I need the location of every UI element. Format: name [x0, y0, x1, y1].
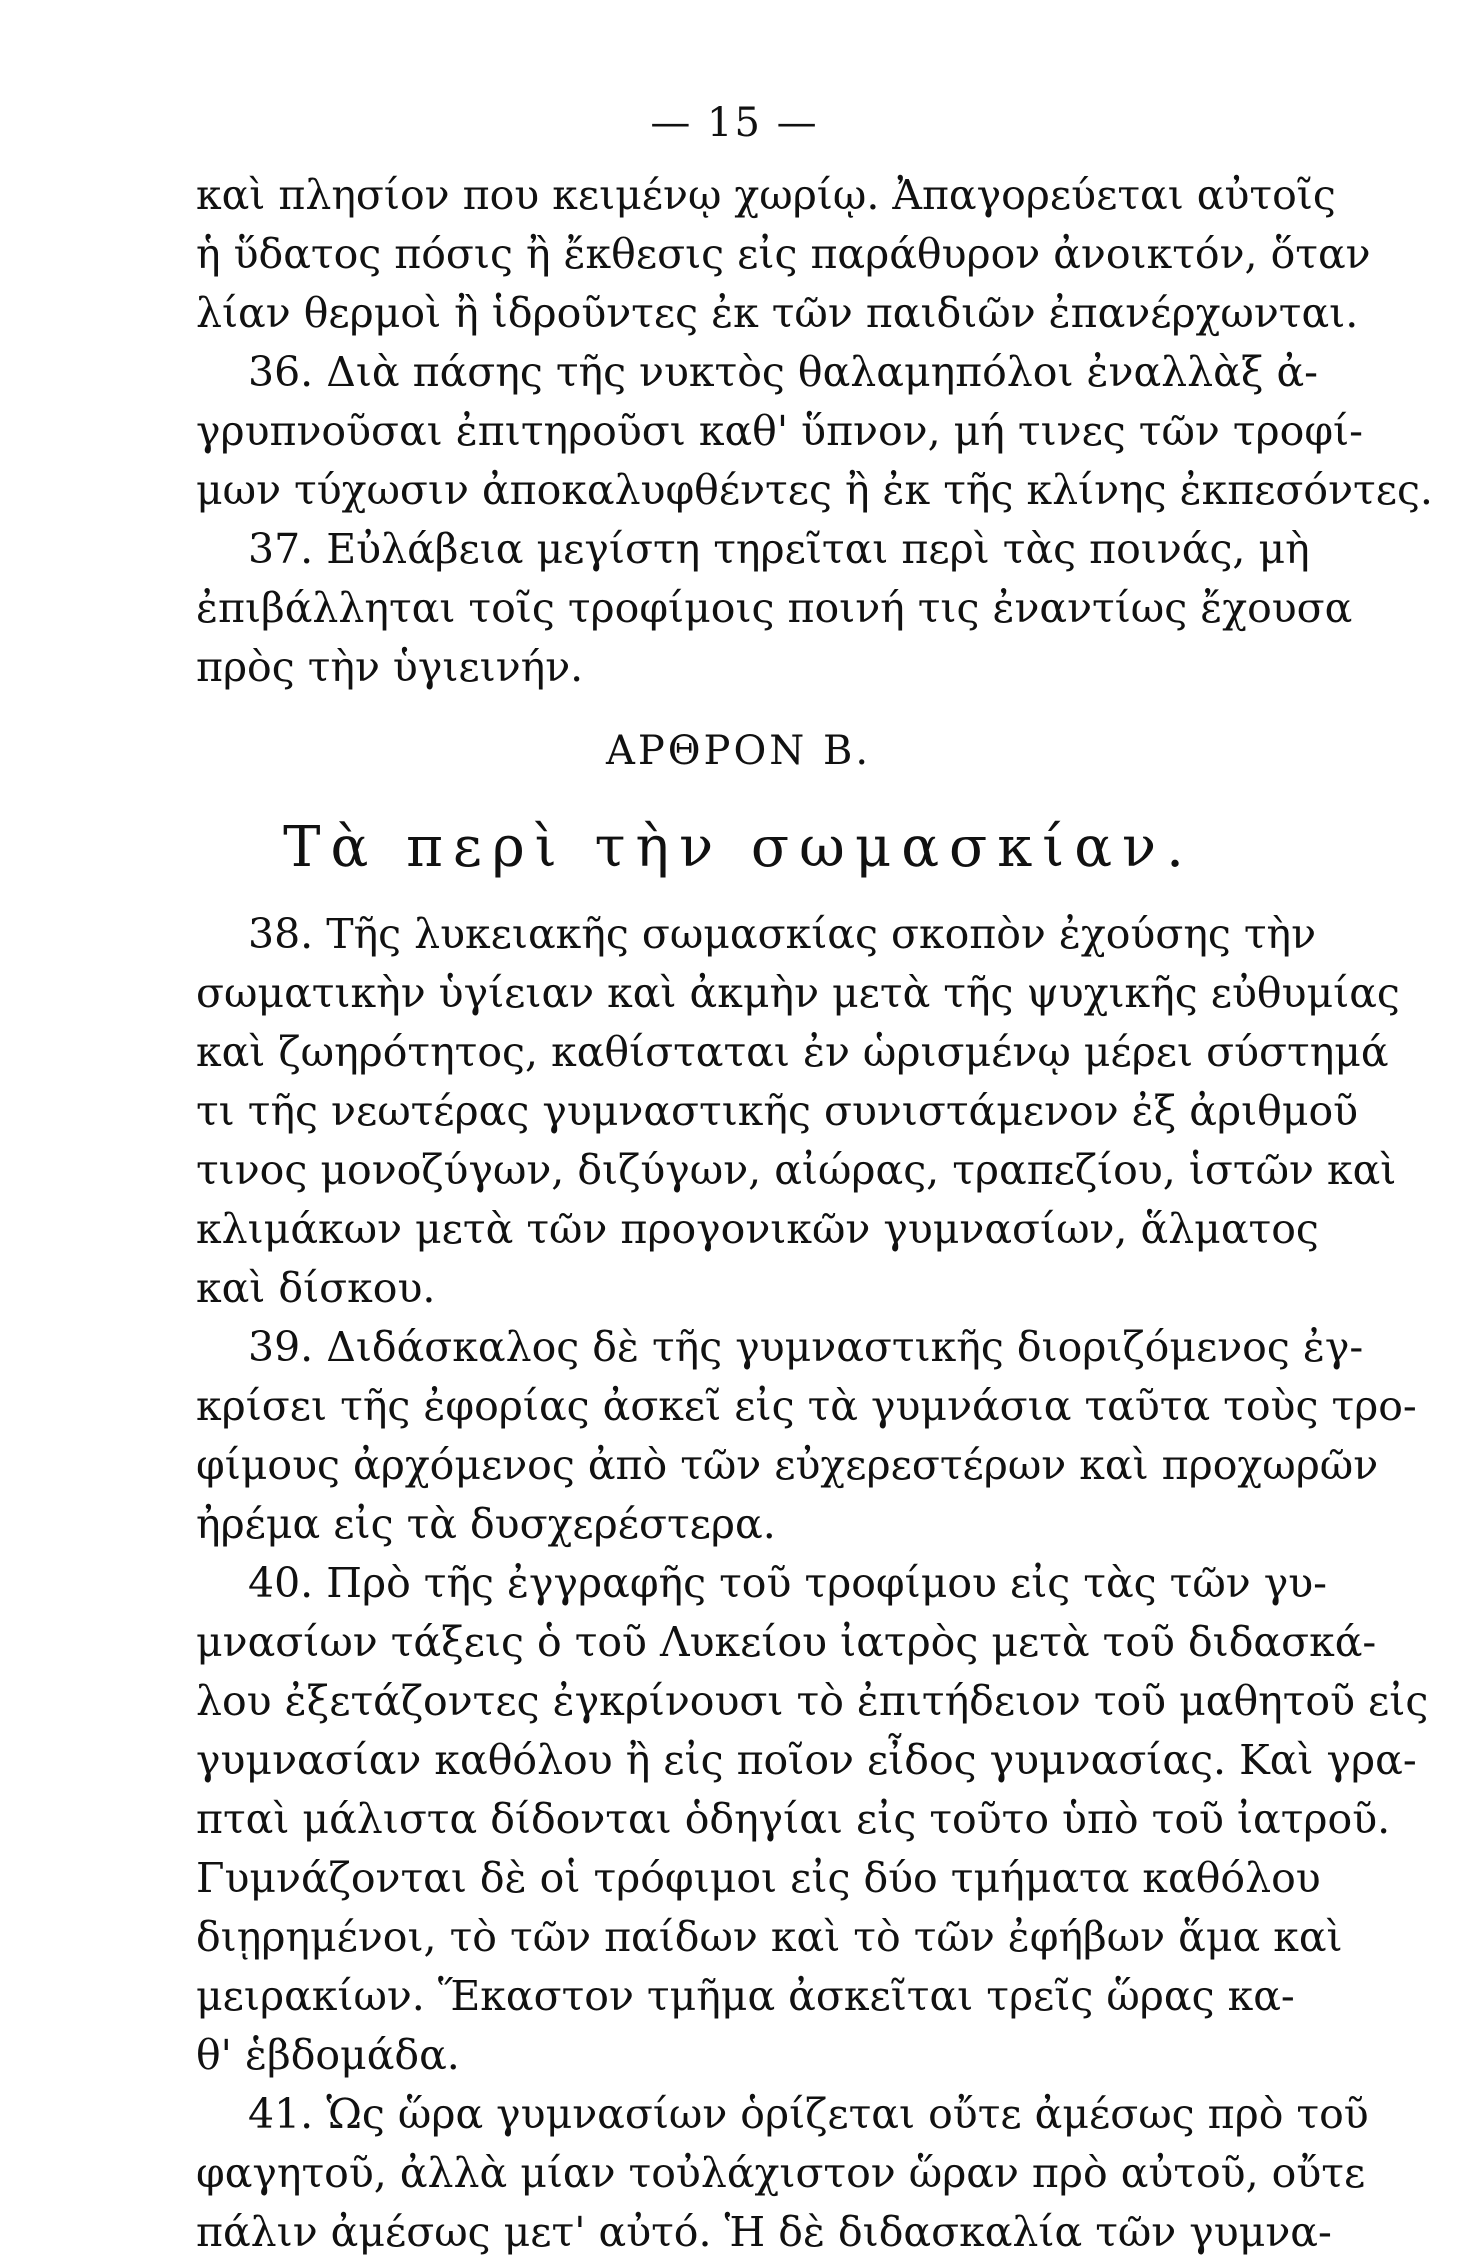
text-line: τινος μονοζύγων, διζύγων, αἰώρας, τραπεζίου, ἱστῶν καὶ	[196, 1146, 1397, 1194]
text-line: γυμνασίαν καθόλου ἢ εἰς ποῖον εἶδος γυμνασίας. Καὶ γρα-	[196, 1736, 1417, 1784]
text-line: πρὸς τὴν ὑγιεινήν.	[196, 643, 584, 691]
text-line: 36. Διὰ πάσης τῆς νυκτὸς θαλαμηπόλοι ἐναλλὰξ ἀ-	[248, 348, 1318, 396]
text-line: 38. Τῆς λυκειακῆς σωμασκίας σκοπὸν ἐχούσης τὴν	[248, 910, 1317, 958]
text-line: σωματικὴν ὑγίειαν καὶ ἀκμὴν μετὰ τῆς ψυχικῆς εὐθυμίας	[196, 969, 1400, 1017]
intro-paragraph	[196, 166, 1371, 343]
text-line: φίμους ἀρχόμενος ἀπὸ τῶν εὐχερεστέρων καὶ προχωρῶν	[196, 1441, 1379, 1489]
text-line: πταὶ μάλιστα δίδονται ὁδηγίαι εἰς τοῦτο ὑπὸ τοῦ ἰατροῦ.	[196, 1795, 1391, 1843]
text-line: μειρακίων. Ἕκαστον τμῆμα ἀσκεῖται τρεῖς ὥρας κα-	[196, 1972, 1295, 2020]
article-heading: ΑΡΘΡΟΝ Β.	[605, 728, 872, 774]
text-line: θ' ἑβδομάδα.	[196, 2031, 460, 2079]
text-line: λου ἐξετάζοντες ἐγκρίνουσι τὸ ἐπιτήδειον τοῦ μαθητοῦ εἰς	[196, 1677, 1429, 1725]
text-line: 41. Ὡς ὥρα γυμνασίων ὁρίζεται οὔτε ἀμέσως πρὸ τοῦ	[248, 2090, 1369, 2138]
text-line: κλιμάκων μετὰ τῶν προγονικῶν γυμνασίων, ἅλματος	[196, 1205, 1319, 1253]
text-line: ἐπιβάλληται τοῖς τροφίμοις ποινή τις ἐναντίως ἔχουσα	[196, 584, 1353, 632]
paragraph-36	[196, 343, 1433, 520]
text-line: καὶ πλησίον που κειμένῳ χωρίῳ. Ἀπαγορεύεται αὐτοῖς	[196, 171, 1336, 219]
text-line: μων τύχωσιν ἀποκαλυφθέντες ἢ ἐκ τῆς κλίνης ἐκπεσόντες.	[196, 466, 1433, 514]
page-body	[196, 166, 1433, 2262]
text-line: ἡ ὕδατος πόσις ἢ ἔκθεσις εἰς παράθυρον ἀνοικτόν, ὅταν	[196, 230, 1371, 278]
text-line: γρυπνοῦσαι ἐπιτηροῦσι καθ' ὕπνον, μή τινες τῶν τροφί-	[196, 407, 1363, 455]
paragraph-40	[196, 1554, 1429, 2085]
text-line: φαγητοῦ, ἀλλὰ μίαν τοὐλάχιστον ὥραν πρὸ αὐτοῦ, οὔτε	[196, 2149, 1366, 2197]
text-line: τι τῆς νεωτέρας γυμναστικῆς συνιστάμενον ἐξ ἀριθμοῦ	[196, 1087, 1359, 1135]
text-line: μνασίων τάξεις ὁ τοῦ Λυκείου ἰατρὸς μετὰ τοῦ διδασκά-	[196, 1618, 1377, 1666]
paragraph-38	[196, 905, 1400, 1318]
text-line: διῃρημένοι, τὸ τῶν παίδων καὶ τὸ τῶν ἐφήβων ἅμα καὶ	[196, 1913, 1343, 1961]
paragraph-41	[196, 2085, 1369, 2262]
text-line: Γυμνάζονται δὲ οἱ τρόφιμοι εἰς δύο τμήματα καθόλου	[196, 1854, 1321, 1902]
text-line: 39. Διδάσκαλος δὲ τῆς γυμναστικῆς διοριζόμενος ἐγ-	[248, 1323, 1364, 1371]
article-title: Τὰ περὶ τὴν σωμασκίαν.	[283, 815, 1194, 880]
text-line: λίαν θερμοὶ ἢ ἱδροῦντες ἐκ τῶν παιδιῶν ἐπανέρχωνται.	[196, 289, 1359, 337]
text-line: πάλιν ἀμέσως μετ' αὐτό. Ἡ δὲ διδασκαλία τῶν γυμνα-	[196, 2208, 1332, 2256]
paragraph-39	[196, 1318, 1417, 1554]
text-line: 40. Πρὸ τῆς ἐγγραφῆς τοῦ τροφίμου εἰς τὰς τῶν γυ-	[248, 1559, 1328, 1607]
text-line: ἠρέμα εἰς τὰ δυσχερέστερα.	[196, 1500, 776, 1548]
text-line: κρίσει τῆς ἐφορίας ἀσκεῖ εἰς τὰ γυμνάσια ταῦτα τοὺς τρο-	[196, 1382, 1417, 1430]
text-line: καὶ δίσκου.	[196, 1264, 436, 1312]
text-line: καὶ ζωηρότητος, καθίσταται ἐν ὡρισμένῳ μέρει σύστημά	[196, 1028, 1389, 1076]
paragraph-37	[196, 520, 1353, 697]
text-line: 37. Εὐλάβεια μεγίστη τηρεῖται περὶ τὰς ποινάς, μὴ	[248, 525, 1310, 573]
page-number: — 15 —	[650, 100, 819, 146]
